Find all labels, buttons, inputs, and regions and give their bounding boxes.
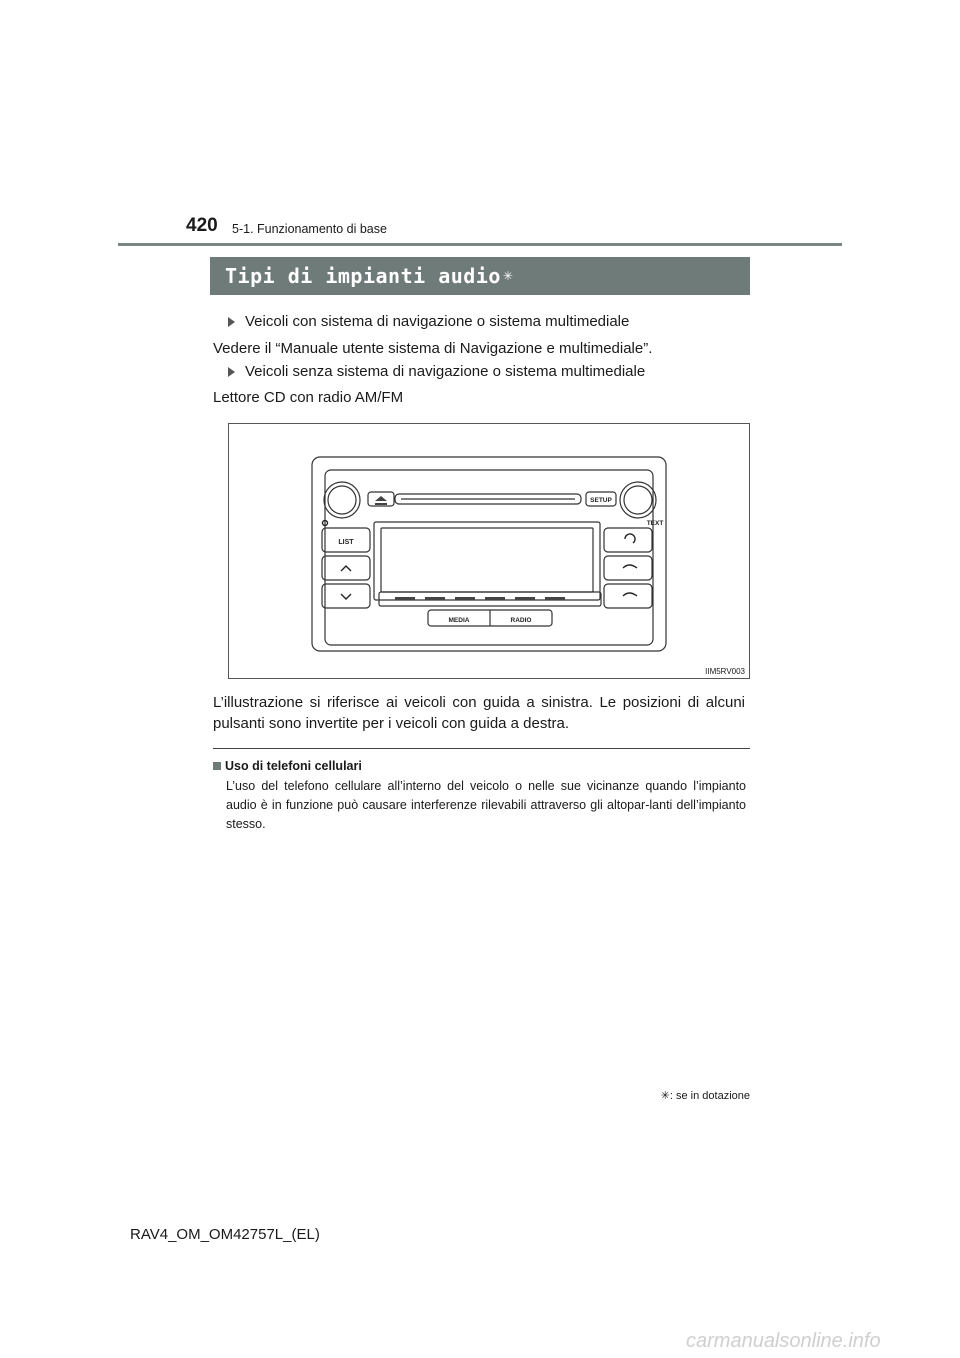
radio-button-label: RADIO (510, 617, 532, 624)
footnote (610, 1089, 750, 1102)
square-bullet-icon (213, 762, 221, 770)
asterisk-icon: ✳ (502, 269, 513, 283)
document-code: RAV4_OM_OM42757L_(EL) (130, 1226, 320, 1243)
note-heading (213, 759, 362, 773)
page-number: 420 (186, 215, 218, 236)
header-divider (118, 243, 842, 246)
section-title: Tipi di impianti audio (225, 264, 501, 288)
section-title-bar (210, 257, 750, 295)
watermark: carmanualsonline.info (686, 1330, 881, 1352)
footnote-text: : se in dotazione (669, 1090, 750, 1102)
audio-unit-drawing (229, 424, 749, 678)
figure-code: IIM5RV003 (705, 667, 745, 676)
figure-caption: L’illustrazione si riferisce ai veicoli con guida a sinistra. Le posizioni di alcuni pulsanti sono invertite per i veicoli con guida a destra. (213, 694, 745, 732)
note-body: L’uso del telefono cellulare all’interno del veicolo o nelle sue vicinanze quando l’impianto audio è in funzione può causare interferenze rilevabili attraverso gli altopar-lanti dell’impianto stesso. (226, 779, 746, 831)
media-button-label: MEDIA (448, 617, 470, 624)
list-button-label: LIST (338, 539, 354, 546)
bullet-item-no-navigation (228, 362, 645, 382)
notes-divider (213, 748, 750, 749)
text-button-label: TEXT (646, 520, 664, 527)
triangle-bullet-icon (228, 367, 235, 377)
section-reference: 5-1. Funzionamento di base (232, 222, 387, 236)
bullet-item-navigation (228, 312, 629, 332)
triangle-bullet-icon (228, 317, 235, 327)
asterisk-icon: ✳ (660, 1090, 670, 1102)
bullet-text: Veicoli con sistema di navigazione o sistema multimediale (245, 313, 630, 330)
bullet-text: Veicoli senza sistema di navigazione o sistema multimediale (245, 363, 646, 380)
setup-button-label: SETUP (590, 497, 612, 504)
body-text-cd-radio: Lettore CD con radio AM/FM (213, 389, 404, 406)
audio-unit-illustration (228, 423, 750, 679)
body-text-navigation: Vedere il “Manuale utente sistema di Navigazione e multimediale”. (213, 340, 653, 357)
note-heading-text: Uso di telefoni cellulari (225, 759, 362, 773)
